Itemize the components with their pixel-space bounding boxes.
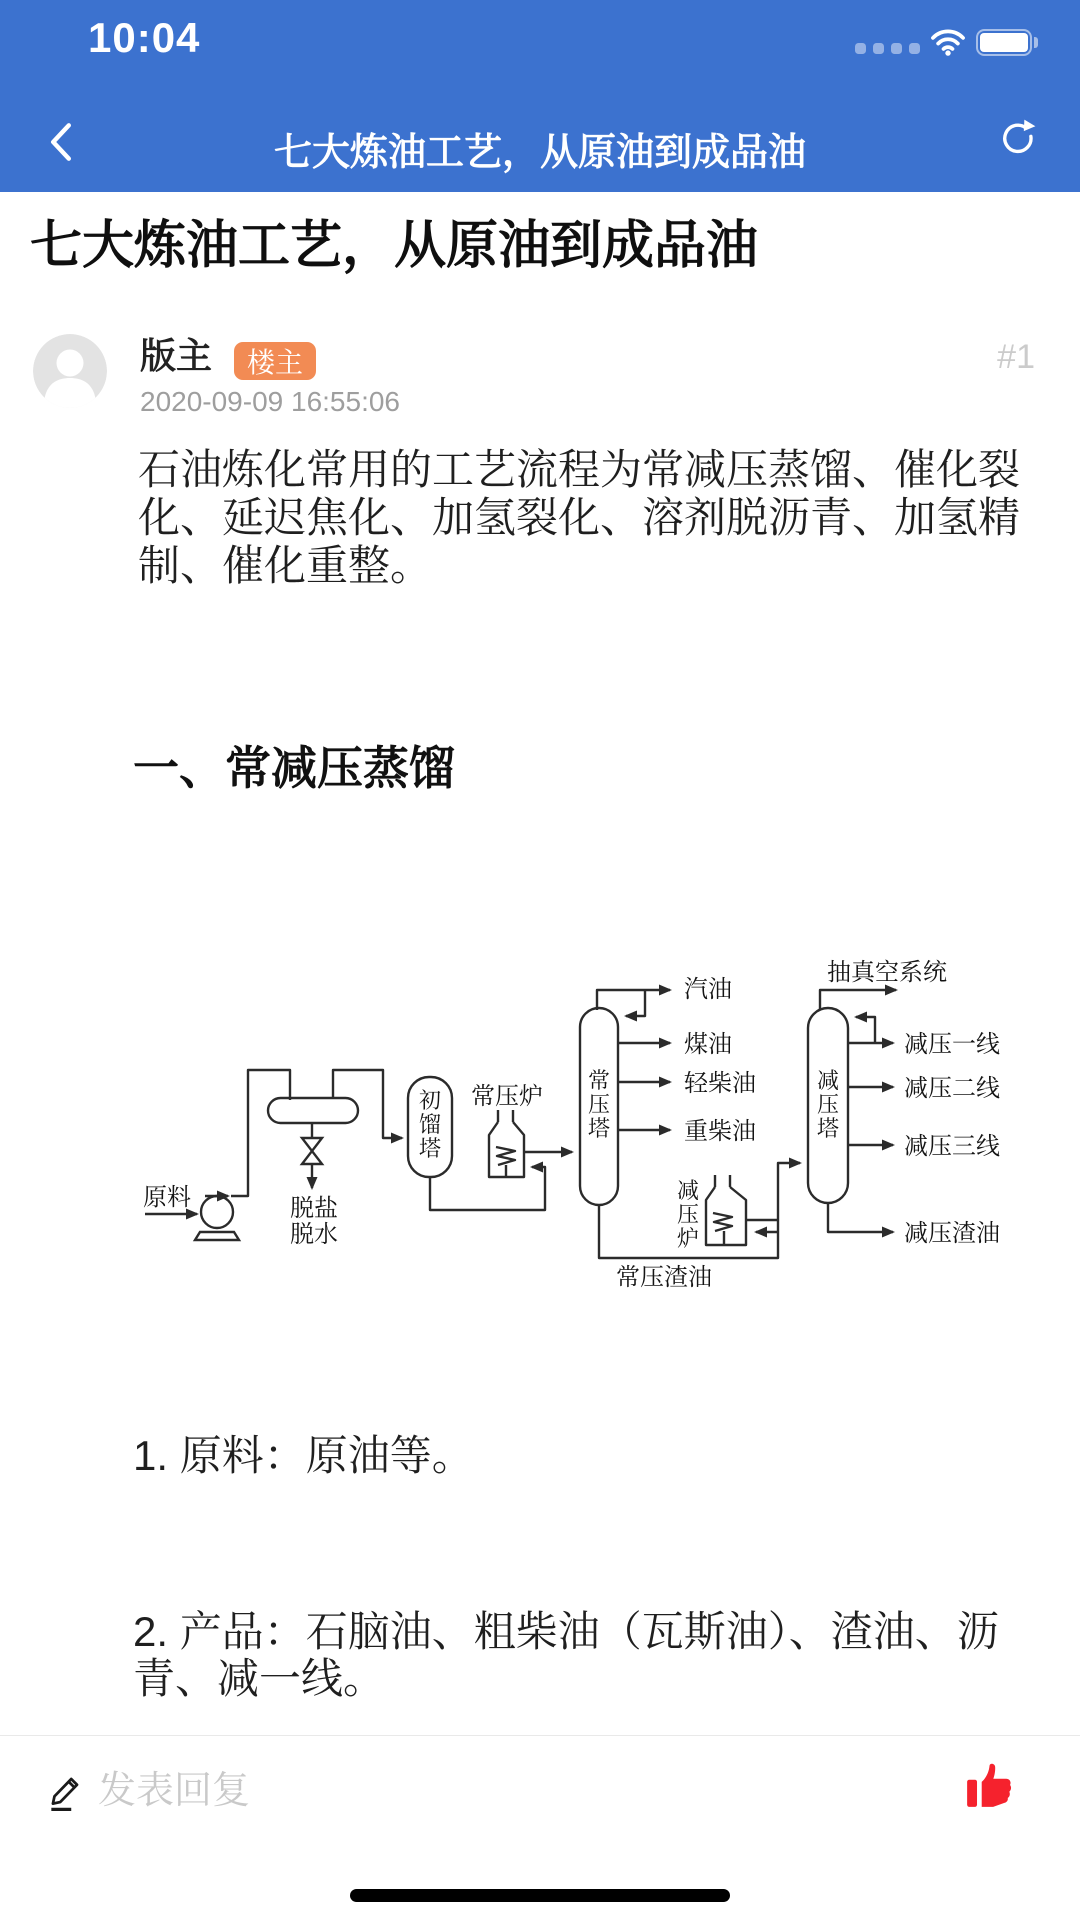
back-button[interactable]	[46, 122, 76, 162]
diagram-label-atm-furnace: 常压炉	[471, 1082, 543, 1110]
home-indicator[interactable]	[350, 1889, 730, 1902]
like-button[interactable]	[964, 1760, 1014, 1810]
post-title: 七大炼油工艺，从原油到成品油	[30, 217, 759, 275]
battery-icon	[976, 29, 1038, 56]
section-heading: 一、常减压蒸馏	[133, 742, 455, 794]
user-icon	[33, 334, 107, 408]
pump-base	[195, 1232, 239, 1240]
diagram-label-vac-residue: 减压渣油	[904, 1219, 1000, 1247]
thumbs-up-icon	[964, 1760, 1014, 1810]
diagram-label-heavy-diesel: 重柴油	[684, 1117, 756, 1145]
post-paragraph: 石油炼化常用的工艺流程为常减压蒸馏、催化裂化、延迟焦化、加氢裂化、溶剂脱沥青、加氢精制、催化重整。	[138, 446, 1021, 589]
diagram-label-vac-line-3: 减压三线	[904, 1132, 1000, 1160]
list-item-2: 2. 产品：石脑油、粗柴油（瓦斯油）、渣油、沥青、减一线。	[133, 1608, 999, 1702]
diagram-label-atm-residue: 常压渣油	[616, 1263, 712, 1291]
feed-pump	[201, 1196, 233, 1228]
diagram-label-feed: 原料	[143, 1183, 191, 1211]
post-timestamp: 2020-09-09 16:55:06	[140, 386, 400, 417]
desalter-vessel	[268, 1098, 358, 1123]
edit-pencil-icon	[45, 1768, 87, 1812]
vac-furnace-neck	[715, 1175, 730, 1187]
diagram-label-light-diesel: 轻柴油	[684, 1069, 756, 1097]
op-badge: 楼主	[234, 342, 316, 380]
valve-icon	[302, 1138, 322, 1164]
wifi-icon	[930, 28, 966, 56]
author-name: 版主	[140, 335, 213, 376]
diagram-labels	[143, 958, 1000, 1291]
reply-input[interactable]	[96, 1762, 740, 1820]
diagram-label-gasoline: 汽油	[684, 975, 732, 1003]
vac-furnace-coil	[713, 1213, 732, 1245]
atm-furnace-neck	[498, 1110, 513, 1122]
floor-number: #1	[997, 338, 1035, 376]
cellular-signal-icon	[855, 43, 920, 54]
atm-furnace-coil	[496, 1147, 515, 1177]
diagram-label-vacuum-system: 抽真空系统	[827, 958, 947, 986]
diagram-label-vac-tower: 减压塔	[816, 1069, 840, 1142]
diagram-label-vac-line-2: 减压二线	[904, 1074, 1000, 1102]
chevron-left-icon	[46, 122, 76, 162]
app-header	[0, 0, 1080, 192]
diagram-label-kerosene: 煤油	[684, 1030, 732, 1058]
status-time: 10:04	[88, 14, 201, 61]
diagram-label-atm-tower: 常压塔	[587, 1069, 611, 1142]
nav-title: 七大炼油工艺，从原油到成品油	[273, 132, 806, 174]
diagram-label-desalting-2: 脱水	[290, 1220, 338, 1248]
process-flow-diagram[interactable]	[100, 940, 1020, 1300]
diagram-label-desalting-1: 脱盐	[290, 1194, 338, 1222]
refresh-button[interactable]	[996, 118, 1038, 160]
diagram-label-vac-furnace: 减压炉	[676, 1179, 700, 1252]
distillation-flow-svg	[100, 940, 1020, 1300]
list-item-1: 1. 原料：原油等。	[133, 1432, 474, 1479]
diagram-label-pre-flash-tower: 初馏塔	[418, 1089, 442, 1162]
refresh-icon	[996, 118, 1038, 160]
diagram-label-vac-line-1: 减压一线	[904, 1030, 1000, 1058]
flow-lines	[145, 990, 896, 1258]
avatar[interactable]	[33, 334, 107, 408]
status-icons	[855, 28, 1038, 56]
